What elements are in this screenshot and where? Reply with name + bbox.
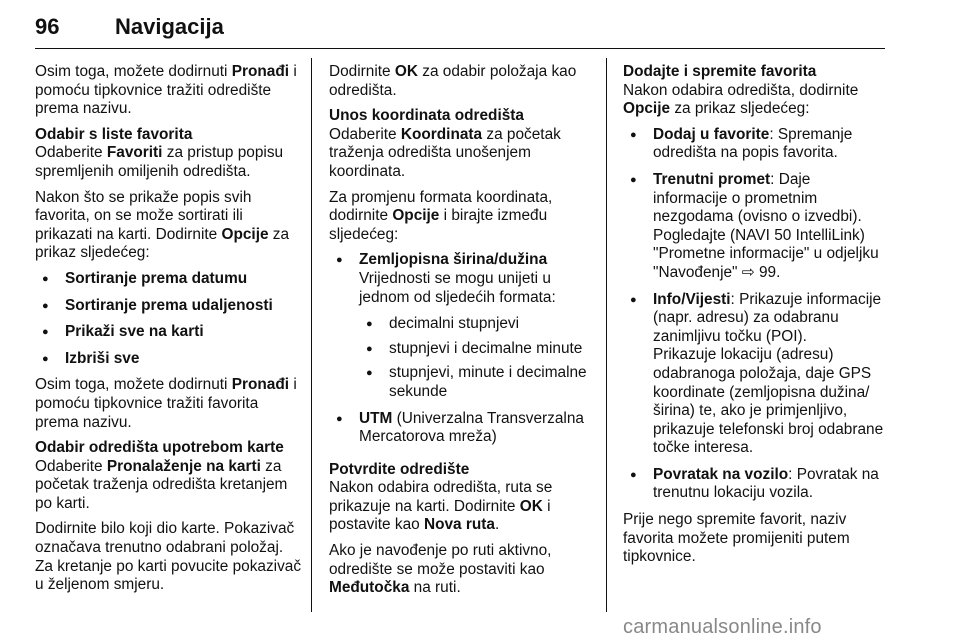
- list-item: ● Info/Vijesti: Prikazuje informacije (napr. adresu) za odabranu zanimljivu točku (POI). Prikazuje lokaciju (adresu) odabranoga položaja, daje GPS koordinate (zemljopisna dužina/ širina) te, ako je primjenljivo, prikazuje telefonski broj odabrane točke interesa.: [623, 291, 887, 458]
- section-heading: Odabir s liste favorita: [35, 125, 193, 143]
- list-item: ● Prikaži sve na karti: [35, 323, 303, 342]
- paragraph: Osim toga, možete dodirnuti Pronađi i pomoću tipkovnice tražiti favorita prema nazivu.: [35, 376, 297, 431]
- favorite-options-list: [623, 126, 887, 503]
- column-1: [35, 63, 303, 602]
- chapter-title: Navigacija: [115, 14, 224, 39]
- list-item: ● Povratak na vozilo: Povratak na trenutnu lokaciju vozila.: [623, 466, 887, 503]
- section-heading: Dodajte i spremite favorita: [623, 63, 817, 80]
- section-heading: Odabir odredišta upotrebom karte: [35, 439, 284, 457]
- coordinate-format-list: [329, 251, 595, 446]
- section-heading: Potvrdite odredište: [329, 460, 470, 478]
- format-sublist: [359, 315, 595, 401]
- section-heading: Unos koordinata odredišta: [329, 107, 524, 125]
- paragraph: Nakon odabira odredišta, ruta se prikazuje na karti. Dodirnite OK i postavite kao Nova ruta.: [329, 479, 553, 534]
- column-2: [329, 63, 595, 605]
- paragraph: Ako je navođenje po ruti aktivno, odredište se može postaviti kao Međutočka na ruti.: [329, 542, 552, 597]
- paragraph: Osim toga, možete dodirnuti Pronađi i pomoću tipkovnice tražiti odredište prema nazivu.: [35, 63, 297, 118]
- paragraph: Odaberite Favoriti za pristup popisu spremljenih omiljenih odredišta.: [35, 144, 284, 180]
- list-item: ● Sortiranje prema udaljenosti: [35, 297, 303, 316]
- list-item: ● stupnjevi i decimalne minute: [359, 340, 595, 359]
- paragraph: Odaberite Koordinata za početak traženja odredišta unošenjem koordinata.: [329, 125, 561, 180]
- paragraph: Dodirnite OK za odabir položaja kao odredišta.: [329, 63, 577, 99]
- list-item: ● Dodaj u favorite: Spremanje odredišta na popis favorita.: [623, 126, 887, 163]
- column-divider-2: [606, 58, 607, 612]
- header-rule: [35, 48, 885, 49]
- paragraph: Za promjenu formata koordinata, dodirnite Opcije i birajte između sljedećeg:: [329, 188, 553, 243]
- column-divider-1: [311, 58, 312, 612]
- paragraph: Dodirnite bilo koji dio karte. Pokazivač označava trenutno odabrani položaj. Za kretanje po karti povucite pokazivač u željenom smjeru.: [35, 520, 302, 594]
- column-3: [623, 63, 887, 574]
- page-number: 96: [35, 14, 60, 39]
- list-item: ● decimalni stupnjevi: [359, 315, 595, 334]
- list-item: ● UTM (Univerzalna Transverzalna Mercatorova mreža): [329, 410, 595, 447]
- page-header: [35, 14, 885, 50]
- watermark: carmanualsonline.info: [623, 616, 822, 638]
- list-item: ● Trenutni promet: Daje informacije o prometnim nezgodama (ovisno o izvedbi). Pogledajte (NAVI 50 IntelliLink) "Prometne informacije" u odjeljku "Navođenje" ⇨ 99.: [623, 171, 887, 283]
- list-item: ● Izbriši sve: [35, 350, 303, 369]
- list-item: ● Sortiranje prema datumu: [35, 270, 303, 289]
- paragraph: Nakon odabira odredišta, dodirnite Opcije za prikaz sljedećeg:: [623, 81, 859, 118]
- paragraph: Odaberite Pronalaženje na karti za početak traženja odredišta kretanjem po karti.: [35, 457, 288, 512]
- list-item: ● stupnjevi, minute i decimalne sekunde: [359, 364, 595, 401]
- paragraph: Prije nego spremite favorit, naziv favorita možete promijeniti putem tipkovnice.: [623, 511, 850, 566]
- paragraph: Nakon što se prikaže popis svih favorita, on se može sortirati ili prikazati na karti. Dodirnite Opcije za prikaz sljedećeg:: [35, 188, 290, 262]
- list-item: ● Zemljopisna širina/dužina Vrijednosti se mogu unijeti u jednom od sljedećih formata: ● decimalni stupnjevi ● stupnjevi i decimalne minute ● stupnjevi, minute i decimalne sekunde: [329, 251, 595, 401]
- sort-options-list: [35, 270, 303, 368]
